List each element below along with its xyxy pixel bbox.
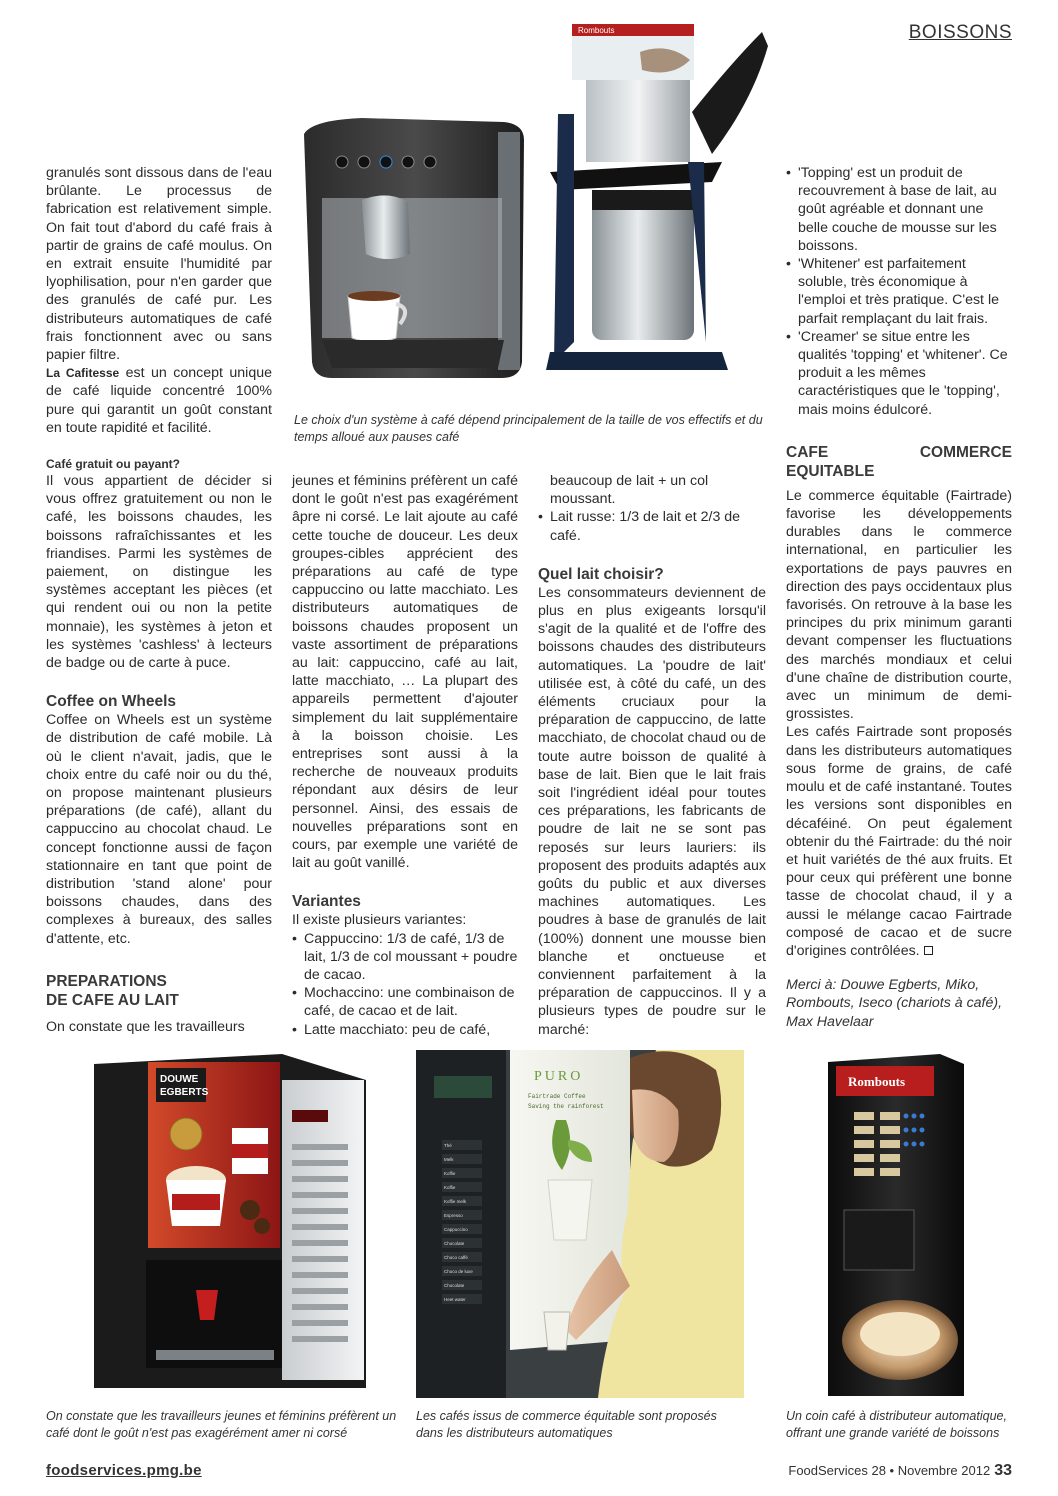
- list-item: • 'Creamer' se situe entre les qualités 'topping' et 'whitener'. Ce produit a les mêmes caractéristiques que le 'topping', mais moins édulcoré.: [786, 328, 1012, 419]
- douwe-egberts-machine-image: [86, 1050, 386, 1400]
- milk-types-list: [786, 164, 1012, 419]
- page-number: 33: [994, 1462, 1012, 1479]
- variantes-list-continued: [538, 508, 766, 544]
- heading-preparations: [46, 972, 272, 1010]
- caption-top: Le choix d'un système à café dépend principalement de la taille de vos effectifs et du temps alloué aux pauses café: [294, 413, 763, 444]
- puro-subtitle: Fairtrade Coffee: [528, 1093, 586, 1100]
- heading-preparations-line2: DE CAFE AU LAIT: [46, 991, 179, 1009]
- top-coffee-machines-image: [292, 22, 782, 410]
- column-3: [538, 472, 766, 1039]
- paragraph-equitable-2-text: Les cafés Fairtrade sont proposés dans les distributeurs automatiques sous forme de grains, de café moulu et de café instantané. Toutes les versions sont disponibles en décaféiné. On peut également obtenir du thé Fairtrade: du thé noir et huit variétés de thé aux fruits. Et pour ceux qui préfèrent une bonne tasse de chocolat chaud, il y a aussi le mélange cacao Fairtrade composé de cacao et de sucre d'origines contrôlées.: [786, 724, 1012, 959]
- menu-item: Koffie: [444, 1171, 456, 1176]
- menu-item: Espresso: [444, 1213, 463, 1218]
- cafitesse-label: La Cafitesse: [46, 366, 120, 381]
- caption-bottom-right: Un coin café à distributeur automatique, offrant une grande variété de boissons: [786, 1409, 1007, 1440]
- col3-continuation: beaucoup de lait + un col moussant.: [550, 473, 709, 508]
- paragraph-coffee-on-wheels: Coffee on Wheels est un système de distribution de café mobile. Là où le client n'avait, jadis, que le choix entre du café noir ou du thé, on propose maintenant plusieurs préparations (de café), allant du cappuccino au chocolat chaud. Le concept fonctionne aussi de façon stationnaire en tant que point de distribution 'stand alone' pour boissons chaudes, dans des complexes à bureaux, des salles d'attente, etc.: [46, 712, 272, 947]
- rombouts-bottom-brand: Rombouts: [848, 1074, 906, 1089]
- heading-variantes: Variantes: [292, 893, 361, 911]
- col1-paragraph-process: granulés sont dissous dans de l'eau brûlante. Le processus de fabrication est relativement simple. On fait tout d'abord du café frais à partir de grains de café moulus. On en extrait ensuite l'humidité par lyophilisation, pour n'en garder que des granulés de café pur. Les distributeurs automatiques de café frais fonctionnent avec ou sans papier filtre.: [46, 165, 272, 364]
- end-mark-icon: [924, 946, 933, 955]
- puro-vending-image: [416, 1050, 744, 1398]
- heading-quel-lait: Quel lait choisir?: [538, 565, 664, 583]
- douwe-brand-line2: EGBERTS: [160, 1087, 209, 1098]
- col1-paragraph-cafitesse: [46, 364, 272, 437]
- list-item: • Latte macchiato: peu de café,: [292, 1021, 518, 1039]
- footer-issue-text: FoodServices 28 • Novembre 2012: [788, 1463, 991, 1478]
- footer-issue: [788, 1462, 1012, 1480]
- caption-bottom-center: Les cafés issus de commerce équitable sont proposés dans les distributeurs automatiques: [416, 1409, 717, 1440]
- column-2: [292, 472, 518, 1039]
- menu-item: Koffie melk: [444, 1199, 467, 1204]
- caption-bottom-left: On constate que les travailleurs jeunes et féminins préfèrent un café dont le goût n'est pas exagérément amer ni corsé: [46, 1409, 397, 1440]
- column-1-bottom: [46, 440, 272, 1036]
- paragraph-cafe-gratuit: Il vous appartient de décider si vous offrez gratuitement ou non le café, les boissons chaudes, les boissons rafraîchissantes et les friandises. Parmi les systèmes de paiement, on distingue les systèmes acceptant les pièces (et qui rendent oui ou non la petite monnaie), les systèmes à jeton et les systèmes 'cashless' à lecteurs de badge ou de carte à puce.: [46, 473, 272, 672]
- menu-item: Chocolate: [444, 1283, 465, 1288]
- rombouts-top-brand: Rombouts: [578, 26, 615, 35]
- thanks-note: Merci à: Douwe Egberts, Miko, Rombouts, Iseco (chariots à café), Max Havelaar: [786, 977, 1003, 1030]
- menu-item: Cappuccino: [444, 1227, 468, 1232]
- col2-paragraph-lait: jeunes et féminins préfèrent un café dont le goût n'est pas exagérément âpre ni corsé. Le lait ajoute au café cette touche de douceur. Les deux groupes-cibles apprécient des préparations au café de type cappuccino ou latte macchiato. Les distributeurs automatiques de boissons chaudes proposent un vaste assortiment de préparations au lait: cappuccino, café au lait, latte macchiato, … La plupart des appareils permettent d'ajouter simplement du lait supplémentaire à la boisson choisie. Les entreprises sont aussi à la recherche de nouveaux produits répondant aux désirs de leur personnel. Ainsi, des essais de nouvelles préparations sont en cours, par exemple une variété de lait au goût vanillé.: [292, 473, 518, 872]
- puro-vending-illustration: [416, 1050, 744, 1398]
- paragraph-equitable-1: Le commerce équitable (Fairtrade) favorise les développements durables dans le commerce international, en particulier les exportations de pays pauvres en direction des pays occidentaux plus favorisés. On retrouve à la base les principes du prix minimum garanti devant compenser les fluctuations des marchés mondiaux et celui d'une chaîne de distribution courte, avec un minimum de demi-grossistes.: [786, 487, 1012, 723]
- paragraph-equitable-2: [786, 723, 1012, 960]
- column-4: [786, 164, 1012, 1031]
- column-1-top: [46, 164, 272, 437]
- douwe-brand-line1: DOUWE: [160, 1074, 199, 1085]
- menu-item: Choco caffè: [444, 1255, 468, 1260]
- list-item: • Lait russe: 1/3 de lait et 2/3 de café.: [538, 508, 766, 544]
- menu-item: Thé: [444, 1143, 452, 1148]
- heading-coffee-on-wheels: Coffee on Wheels: [46, 693, 177, 711]
- douwe-egberts-illustration: [86, 1050, 386, 1400]
- menu-item: Melk: [444, 1157, 454, 1162]
- menu-item: Koffie: [444, 1185, 456, 1190]
- coffee-machines-illustration: [292, 22, 782, 410]
- rombouts-vending-image: [822, 1050, 966, 1398]
- heading-commerce-equitable: CAFE COMMERCE EQUITABLE: [786, 443, 1012, 480]
- heading-preparations-line1: PREPARATIONS: [46, 972, 167, 990]
- cafitesse-text: est un concept unique de café liquide concentré 100% pure qui garantit un goût constant en toute rapidité et facilité.: [46, 365, 272, 436]
- list-item: • Cappuccino: 1/3 de café, 1/3 de lait, 1/3 de col moussant + poudre de cacao.: [292, 930, 518, 985]
- list-item: • 'Topping' est un produit de recouvrement à base de lait, au goût agréable et donnant une belle couche de mousse sur les boissons.: [786, 164, 1012, 255]
- rombouts-vending-illustration: [822, 1050, 966, 1398]
- puro-brand: PURO: [534, 1069, 584, 1084]
- paragraph-quel-lait: Les consommateurs deviennent de plus en plus exigeants lorsqu'il s'agit de la qualité et de l'offre des boissons chaudes des distributeurs automatiques. La 'poudre de lait' utilisée est, à côté du café, un des éléments cruciaux pour la préparation de cappuccino, de latte macchiato, de chocolat chaud ou de toute autre boisson de qualité à base de lait. Bien que le lait frais soit l'ingrédient idéal pour toutes ces préparations, les fabricants de poudre de lait ne se sont pas reposés sur leurs lauriers: ils proposent des produits adaptés aux goûts du public et aux diverses machines automatiques. Les poudres à base de granulés de lait (100%) donnent une mousse bien blanche et onctueuse et conviennent parfaitement à la préparation de cappuccinos. Il y a plusieurs types de poudre sur le marché:: [538, 584, 766, 1038]
- section-tag: BOISSONS: [908, 22, 1012, 43]
- list-item: • Mochaccino: une combinaison de café, de cacao et de lait.: [292, 984, 518, 1020]
- variantes-list: [292, 930, 518, 1039]
- heading-cafe-gratuit: Café gratuit ou payant?: [46, 457, 181, 471]
- paragraph-variantes: Il existe plusieurs variantes:: [292, 912, 467, 929]
- footer-website-link[interactable]: foodservices.pmg.be: [46, 1462, 202, 1479]
- menu-item: Heet water: [444, 1297, 466, 1302]
- menu-item: Chocolate: [444, 1241, 465, 1246]
- paragraph-preparations-start: On constate que les travailleurs: [46, 1018, 245, 1035]
- menu-item: Choco de luxe: [444, 1269, 473, 1274]
- list-item: • 'Whitener' est parfaitement soluble, très économique à l'emploi et très pratique. C'est le parfait remplaçant du lait frais.: [786, 255, 1012, 328]
- puro-subtitle-2: Saving the rainforest: [528, 1103, 604, 1110]
